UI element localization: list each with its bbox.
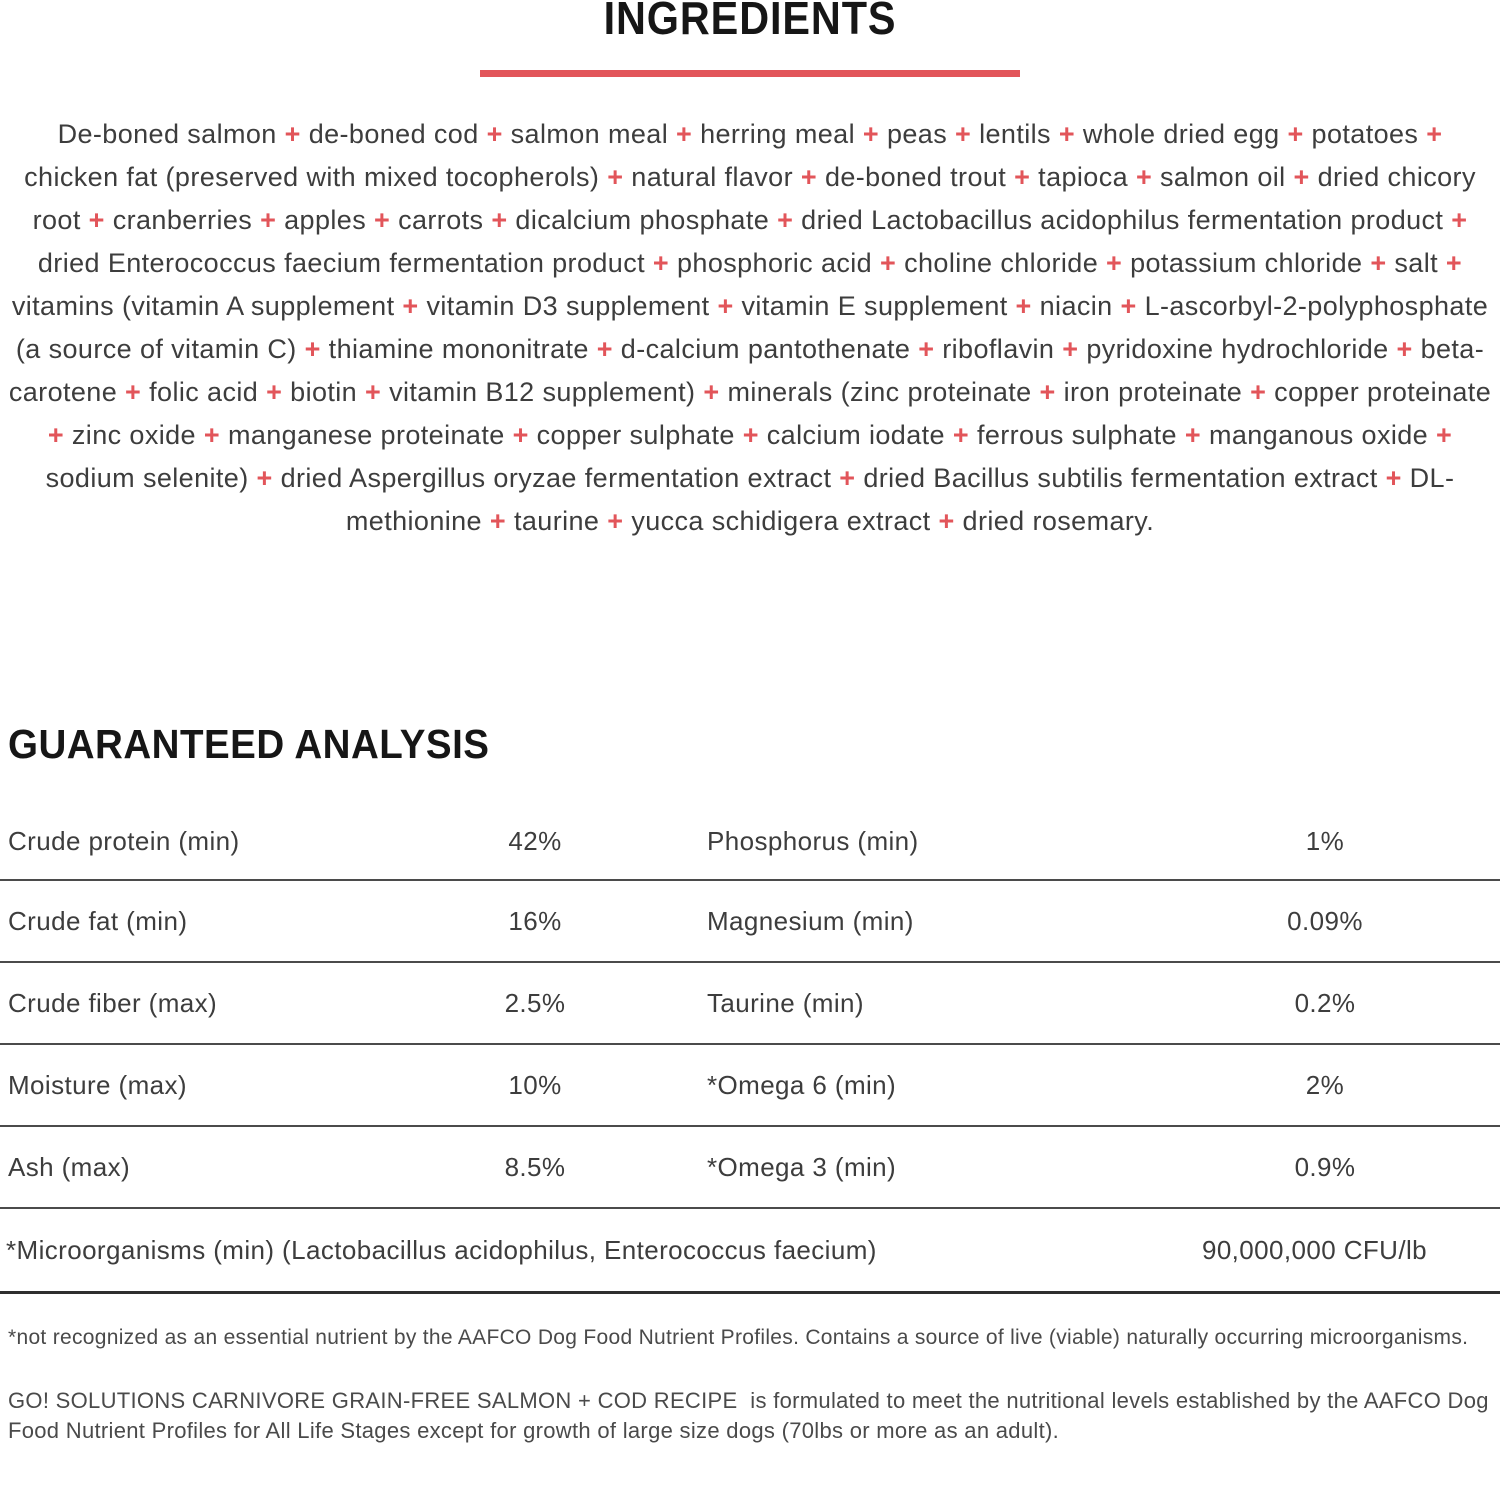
plus-separator: +: [1396, 334, 1413, 364]
plus-separator: +: [652, 248, 670, 278]
ingredient-item: DL-methionine: [345, 463, 1455, 536]
ingredient-item: dried rosemary.: [962, 506, 1155, 536]
ingredient-item: salmon meal: [510, 119, 669, 149]
plus-separator: +: [489, 506, 507, 536]
nutrient-value: 0.9%: [1294, 1151, 1356, 1182]
ingredient-item: thiamine mononitrate: [328, 334, 589, 364]
plus-separator: +: [256, 463, 273, 493]
ingredient-item: vitamins (vitamin A supplement: [11, 291, 395, 321]
plus-separator: +: [1184, 420, 1202, 450]
plus-separator: +: [365, 377, 382, 407]
plus-separator: +: [1250, 377, 1267, 407]
plus-separator: +: [1135, 162, 1153, 192]
plus-separator: +: [1370, 248, 1387, 278]
ingredient-item: dicalcium phosphate: [515, 205, 770, 235]
aafco-footnote: *not recognized as an essential nutrient by the AAFCO Dog Food Nutrient Profiles. Contains a source of live (viable) naturally occurring microorganisms.: [8, 1326, 1469, 1349]
title-underline-divider: [480, 70, 1020, 77]
ingredient-item: lentils: [979, 119, 1051, 149]
ingredient-item: natural flavor: [631, 162, 793, 192]
plus-separator: +: [374, 205, 391, 235]
analysis-table-row: [0, 803, 1500, 881]
nutrient-value: 2.5%: [504, 987, 566, 1018]
analysis-table-row: [0, 1045, 1500, 1127]
ingredient-item: folic acid: [149, 377, 259, 407]
plus-separator: +: [1445, 248, 1463, 278]
nutrient-label: Crude fat (min): [8, 905, 188, 936]
ingredient-item: copper sulphate: [536, 420, 735, 450]
plus-separator: +: [284, 119, 301, 149]
microorganisms-row: [0, 1209, 1500, 1294]
nutrient-value: 2%: [1305, 1069, 1345, 1100]
plus-separator: +: [88, 205, 105, 235]
plus-separator: +: [491, 205, 508, 235]
ingredient-item: peas: [886, 119, 948, 149]
plus-separator: +: [918, 334, 935, 364]
plus-separator: +: [676, 119, 693, 149]
ingredient-item: potatoes: [1311, 119, 1419, 149]
plus-separator: +: [512, 420, 529, 450]
ingredient-item: cranberries: [112, 205, 253, 235]
guaranteed-analysis-title: GUARANTEED ANALYSIS: [8, 721, 490, 767]
nutrient-value: 0.2%: [1294, 987, 1356, 1018]
ingredient-item: chicken fat (preserved with mixed tocopherols): [24, 162, 600, 192]
ingredient-item: dried Lactobacillus acidophilus fermentation product: [801, 205, 1444, 235]
ingredient-item: dried Aspergillus oryzae fermentation extract: [280, 463, 832, 493]
ingredient-item: salmon oil: [1160, 162, 1286, 192]
nutrient-label: Crude protein (min): [8, 825, 240, 856]
ingredient-item: sodium selenite): [45, 463, 249, 493]
plus-separator: +: [955, 119, 972, 149]
ingredient-item: pyridoxine hydrochloride: [1086, 334, 1389, 364]
ingredient-item: niacin: [1039, 291, 1113, 321]
guaranteed-analysis-table: [0, 803, 1500, 1209]
ingredient-item: De-boned salmon: [57, 119, 277, 149]
ingredient-item: calcium iodate: [766, 420, 945, 450]
plus-separator: +: [1120, 291, 1137, 321]
plus-separator: +: [862, 119, 880, 149]
nutrient-label: Crude fiber (max): [8, 987, 218, 1018]
ingredient-item: tapioca: [1038, 162, 1129, 192]
ingredient-item: salt: [1394, 248, 1439, 278]
ingredient-item: vitamin B12 supplement): [389, 377, 696, 407]
nutrient-label: Phosphorus (min): [707, 825, 919, 856]
plus-separator: +: [1426, 119, 1443, 149]
formulation-note: GO! SOLUTIONS CARNIVORE GRAIN-FREE SALMON + COD RECIPE is formulated to meet the nutritional levels established by the AAFCO Dog Food Nutrient Profiles for All Life Stages except for growth of large size dogs (70lbs or more as an adult).: [8, 1388, 1496, 1443]
plus-separator: +: [839, 463, 856, 493]
plus-separator: +: [486, 119, 503, 149]
plus-separator: +: [596, 334, 613, 364]
plus-separator: +: [1451, 205, 1468, 235]
ingredient-item: phosphoric acid: [676, 248, 873, 278]
ingredient-item: ferrous sulphate: [976, 420, 1177, 450]
plus-separator: +: [1015, 291, 1032, 321]
plus-separator: +: [777, 205, 794, 235]
ingredient-item: copper proteinate: [1274, 377, 1492, 407]
ingredient-item: riboflavin: [942, 334, 1055, 364]
plus-separator: +: [1058, 119, 1076, 149]
nutrient-label: Moisture (max): [8, 1069, 187, 1100]
ingredient-item: apples: [284, 205, 367, 235]
ingredients-title: INGREDIENTS: [603, 0, 897, 44]
plus-separator: +: [47, 420, 64, 450]
ingredient-item: zinc oxide: [71, 420, 196, 450]
ingredient-item: manganese proteinate: [227, 420, 505, 450]
plus-separator: +: [1062, 334, 1079, 364]
plus-separator: +: [304, 334, 321, 364]
ingredient-item: dried Enterococcus faecium fermentation product: [37, 248, 645, 278]
plus-separator: +: [607, 162, 624, 192]
plus-separator: +: [1039, 377, 1056, 407]
plus-separator: +: [742, 420, 759, 450]
ingredient-item: taurine: [513, 506, 600, 536]
plus-separator: +: [1385, 463, 1402, 493]
ingredient-item: d-calcium pantothenate: [620, 334, 911, 364]
plus-separator: +: [952, 420, 970, 450]
ingredient-item: vitamin D3 supplement: [426, 291, 710, 321]
analysis-table-row: [0, 1127, 1500, 1209]
ingredient-item: biotin: [290, 377, 358, 407]
ingredient-item: beta-carotene: [8, 334, 1485, 407]
plus-separator: +: [203, 420, 221, 450]
ingredient-item: yucca schidigera extract: [631, 506, 931, 536]
plus-separator: +: [1106, 248, 1123, 278]
nutrient-value: 0.09%: [1287, 905, 1363, 936]
ingredient-item: de-boned trout: [824, 162, 1007, 192]
plus-separator: +: [703, 377, 720, 407]
plus-separator: +: [800, 162, 818, 192]
nutrient-label: Ash (max): [8, 1151, 131, 1182]
ingredient-item: dried Bacillus subtilis fermentation extract: [863, 463, 1378, 493]
analysis-table-row: [0, 881, 1500, 963]
microorganisms-value: 90,000,000 CFU/lb: [1201, 1234, 1427, 1265]
nutrient-label: Magnesium (min): [707, 905, 914, 936]
nutrient-value: 8.5%: [504, 1151, 566, 1182]
plus-separator: +: [717, 291, 734, 321]
plus-separator: +: [260, 205, 277, 235]
nutrient-value: 1%: [1305, 825, 1345, 856]
ingredient-item: vitamin E supplement: [741, 291, 1008, 321]
ingredient-item: dried chicory root: [32, 162, 1476, 235]
ingredient-item: minerals (zinc proteinate: [727, 377, 1032, 407]
analysis-table-row: [0, 963, 1500, 1045]
nutrient-label: *Omega 6 (min): [707, 1069, 897, 1100]
microorganisms-label: *Microorganisms (min) (Lactobacillus acidophilus, Enterococcus faecium): [6, 1234, 877, 1265]
nutrient-label: Taurine (min): [707, 987, 864, 1018]
nutrient-label: *Omega 3 (min): [707, 1151, 897, 1182]
plus-separator: +: [880, 248, 897, 278]
ingredient-item: de-boned cod: [308, 119, 479, 149]
plus-separator: +: [266, 377, 283, 407]
ingredient-item: choline chloride: [904, 248, 1099, 278]
plus-separator: +: [125, 377, 142, 407]
plus-separator: +: [607, 506, 624, 536]
nutrient-value: 16%: [508, 905, 562, 936]
plus-separator: +: [938, 506, 955, 536]
nutrient-value: 10%: [508, 1069, 562, 1100]
ingredient-item: potassium chloride: [1130, 248, 1363, 278]
plus-separator: +: [1014, 162, 1031, 192]
ingredient-item: herring meal: [700, 119, 855, 149]
ingredient-item: L-ascorbyl-2-polyphosphate (a source of vitamin C): [15, 291, 1489, 364]
ingredient-item: iron proteinate: [1063, 377, 1243, 407]
plus-separator: +: [402, 291, 419, 321]
plus-separator: +: [1436, 420, 1453, 450]
ingredient-item: whole dried egg: [1082, 119, 1280, 149]
plus-separator: +: [1293, 162, 1310, 192]
nutrient-value: 42%: [508, 825, 562, 856]
ingredients-paragraph: [8, 113, 1492, 543]
plus-separator: +: [1287, 119, 1304, 149]
ingredient-item: manganous oxide: [1208, 420, 1429, 450]
ingredient-item: carrots: [398, 205, 484, 235]
